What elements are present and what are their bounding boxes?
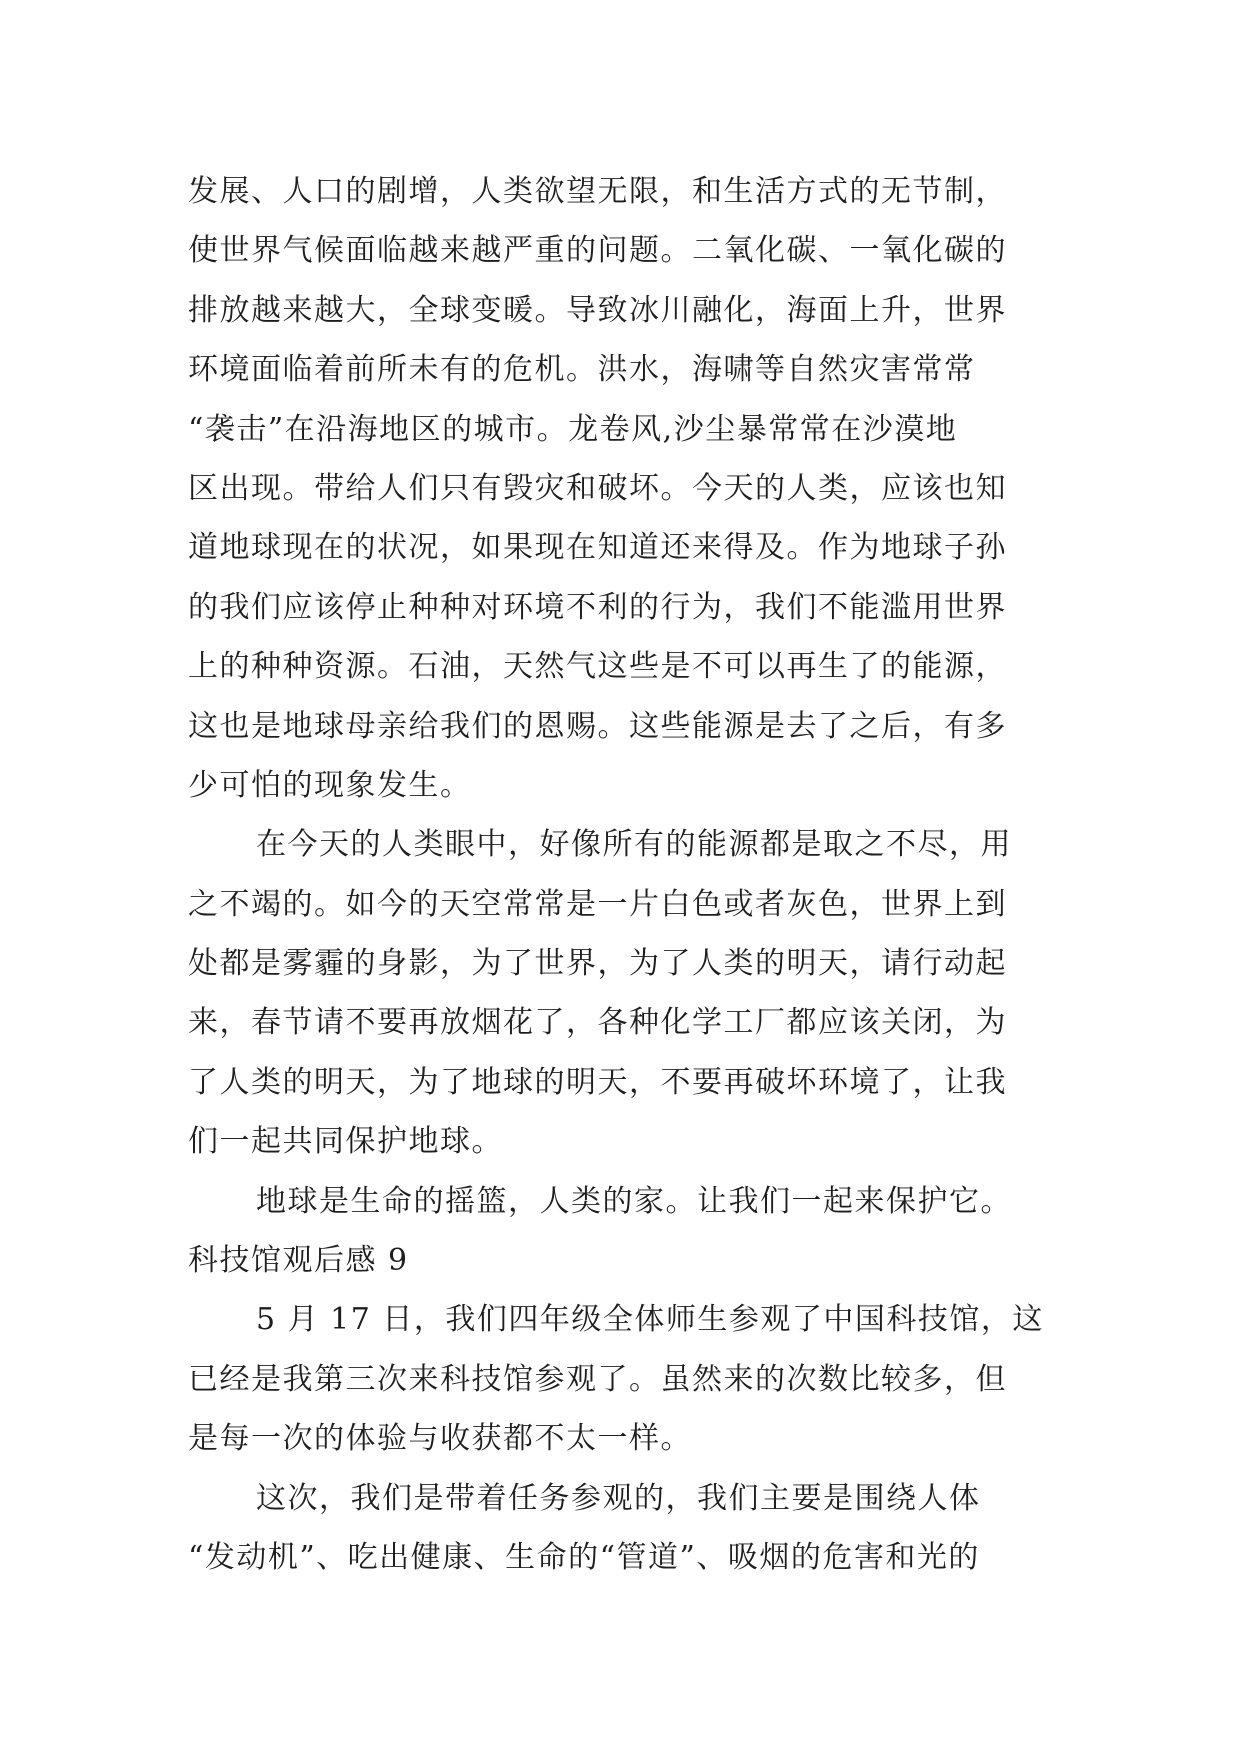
text-line: 处都是雾霾的身影，为了世界，为了人类的明天，请行动起 — [188, 946, 1007, 982]
text-line: 排放越来越大，全球变暖。导致冰川融化，海面上升，世界 — [188, 292, 1007, 328]
text-line: 少可怕的现象发生。 — [188, 767, 472, 803]
text-line: 是每一次的体验与收获都不太一样。 — [188, 1421, 692, 1457]
text-line: “袭击”在沿海地区的城市。龙卷风,沙尘暴常常在沙漠地 — [188, 411, 958, 447]
text-line: 在今天的人类眼中，好像所有的能源都是取之不尽，用 — [256, 827, 1012, 863]
text-line: 科技馆观后感 9 — [188, 1243, 409, 1279]
paragraph — [188, 1231, 1068, 1290]
text-line: 地球是生命的摇篮，人类的家。让我们一起来保护它。 — [256, 1183, 1012, 1219]
paragraph — [188, 1469, 1068, 1588]
paragraph — [188, 162, 1068, 815]
text-line: 已经是我第三次来科技馆参观了。虽然来的次数比较多，但 — [188, 1361, 1007, 1397]
text-line: 的我们应该停止种种对环境不利的行为，我们不能滥用世界 — [188, 589, 1007, 625]
paragraph — [188, 815, 1068, 1171]
paragraph — [188, 1172, 1068, 1231]
text-line: “发动机”、吃出健康、生命的“管道”、吸烟的危害和光的 — [188, 1539, 980, 1575]
text-line: 之不竭的。如今的天空常常是一片白色或者灰色，世界上到 — [188, 886, 1007, 922]
text-line: 这也是地球母亲给我们的恩赐。这些能源是去了之后，有多 — [188, 708, 1007, 744]
text-line: 们一起共同保护地球。 — [188, 1124, 503, 1160]
paragraph — [188, 1290, 1068, 1468]
document-body — [188, 162, 1068, 1587]
text-line: 使世界气候面临越来越严重的问题。二氧化碳、一氧化碳的 — [188, 233, 1007, 269]
text-line: 了人类的明天，为了地球的明天，不要再破坏环境了，让我 — [188, 1064, 1007, 1100]
text-line: 道地球现在的状况，如果现在知道还来得及。作为地球子孙 — [188, 530, 1007, 566]
text-line: 上的种种资源。石油，天然气这些是不可以再生了的能源， — [188, 649, 1007, 685]
text-line: 区出现。带给人们只有毁灾和破坏。今天的人类，应该也知 — [188, 470, 1007, 506]
text-line: 来，春节请不要再放烟花了，各种化学工厂都应该关闭，为 — [188, 1005, 1007, 1041]
text-line: 5 月 17 日，我们四年级全体师生参观了中国科技馆，这 — [256, 1302, 1044, 1338]
text-line: 这次，我们是带着任务参观的，我们主要是围绕人体 — [256, 1480, 981, 1516]
text-line: 发展、人口的剧增，人类欲望无限，和生活方式的无节制， — [188, 174, 1007, 209]
text-line: 环境面临着前所未有的危机。洪水，海啸等自然灾害常常 — [188, 352, 976, 388]
